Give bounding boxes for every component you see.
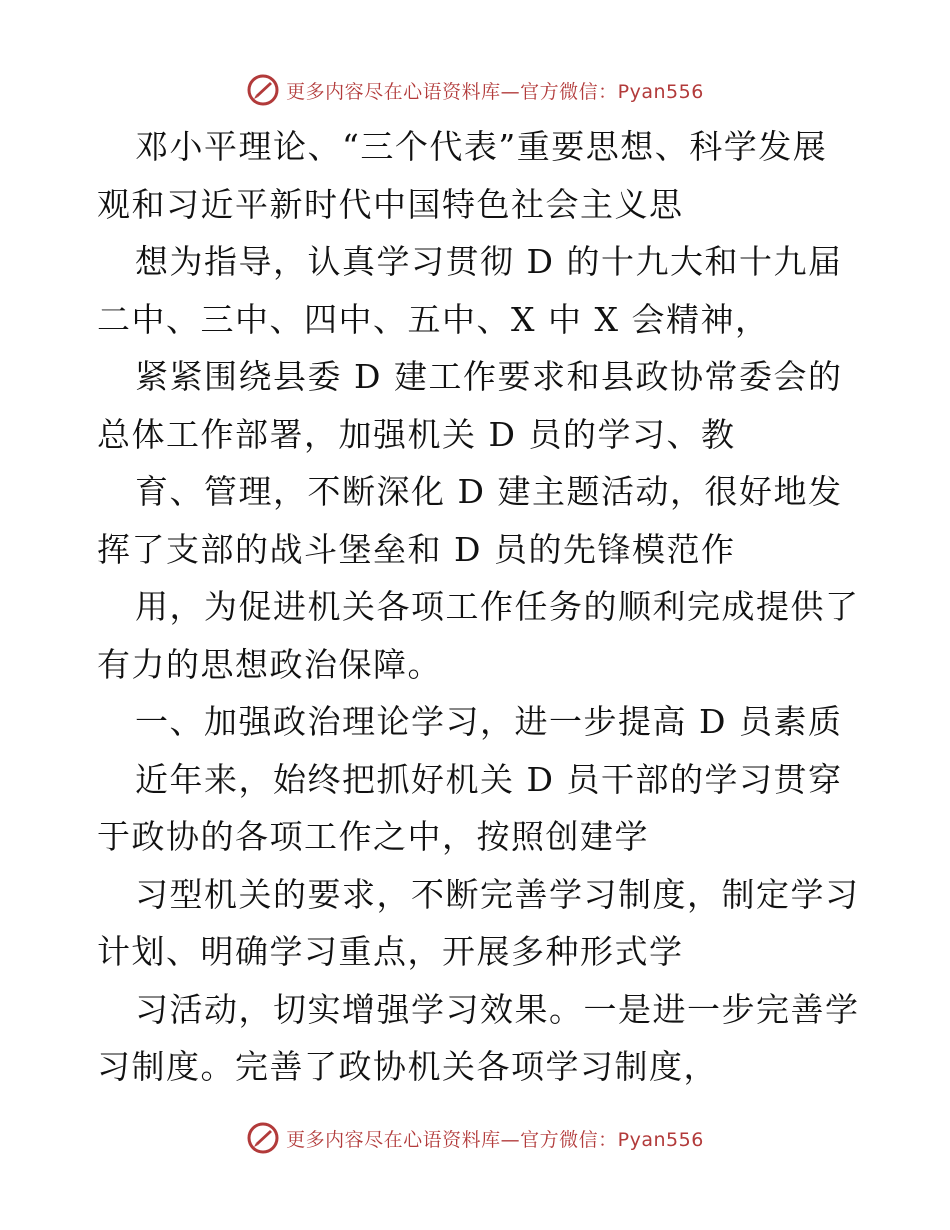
text-line: 二中、三中、四中、五中、X 中 X 会精神，	[97, 299, 770, 339]
text-line: 于政协的各项工作之中，按照创建学	[97, 817, 649, 856]
brand-logo-icon	[246, 73, 280, 107]
text-line: 观和习近平新时代中国特色社会主义思	[97, 184, 684, 224]
text-line: 习制度。完善了政协机关各项学习制度，	[97, 1047, 718, 1086]
header-watermark	[0, 70, 950, 110]
text-line: 总体工作部署，加强机关 D 员的学习、教	[97, 414, 736, 454]
section-heading: 一、加强政治理论学习，进一步提高 D 员素质	[135, 702, 843, 741]
text-line: 挥了支部的战斗堡垒和 D 员的先锋模范作	[97, 529, 736, 569]
brand-logo-icon	[246, 1121, 280, 1155]
text-line: 习活动，切实增强学习效果。一是进一步完善学	[135, 989, 860, 1029]
text-line: 邓小平理论、“三个代表”重要思想、科学发展	[135, 127, 828, 166]
footer-watermark-text: 更多内容尽在心语资料库—官方微信：Pyan556	[286, 1128, 704, 1151]
header-watermark-text: 更多内容尽在心语资料库—官方微信：Pyan556	[286, 80, 704, 103]
text-line: 习型机关的要求，不断完善学习制度，制定学习	[135, 874, 860, 914]
text-line: 用，为促进机关各项工作任务的顺利完成提供了	[135, 587, 860, 626]
text-line: 想为指导，认真学习贯彻 D 的十九大和十九届	[135, 242, 843, 281]
text-line: 计划、明确学习重点，开展多种形式学	[97, 932, 684, 971]
document-body	[97, 118, 877, 1096]
text-line: 有力的思想政治保障。	[97, 644, 442, 684]
text-line: 育、管理，不断深化 D 建主题活动，很好地发	[135, 472, 843, 511]
text-line: 紧紧围绕县委 D 建工作要求和县政协常委会的	[135, 357, 843, 396]
text-line: 近年来，始终把抓好机关 D 员干部的学习贯穿	[135, 759, 843, 799]
footer-watermark	[0, 1118, 950, 1158]
